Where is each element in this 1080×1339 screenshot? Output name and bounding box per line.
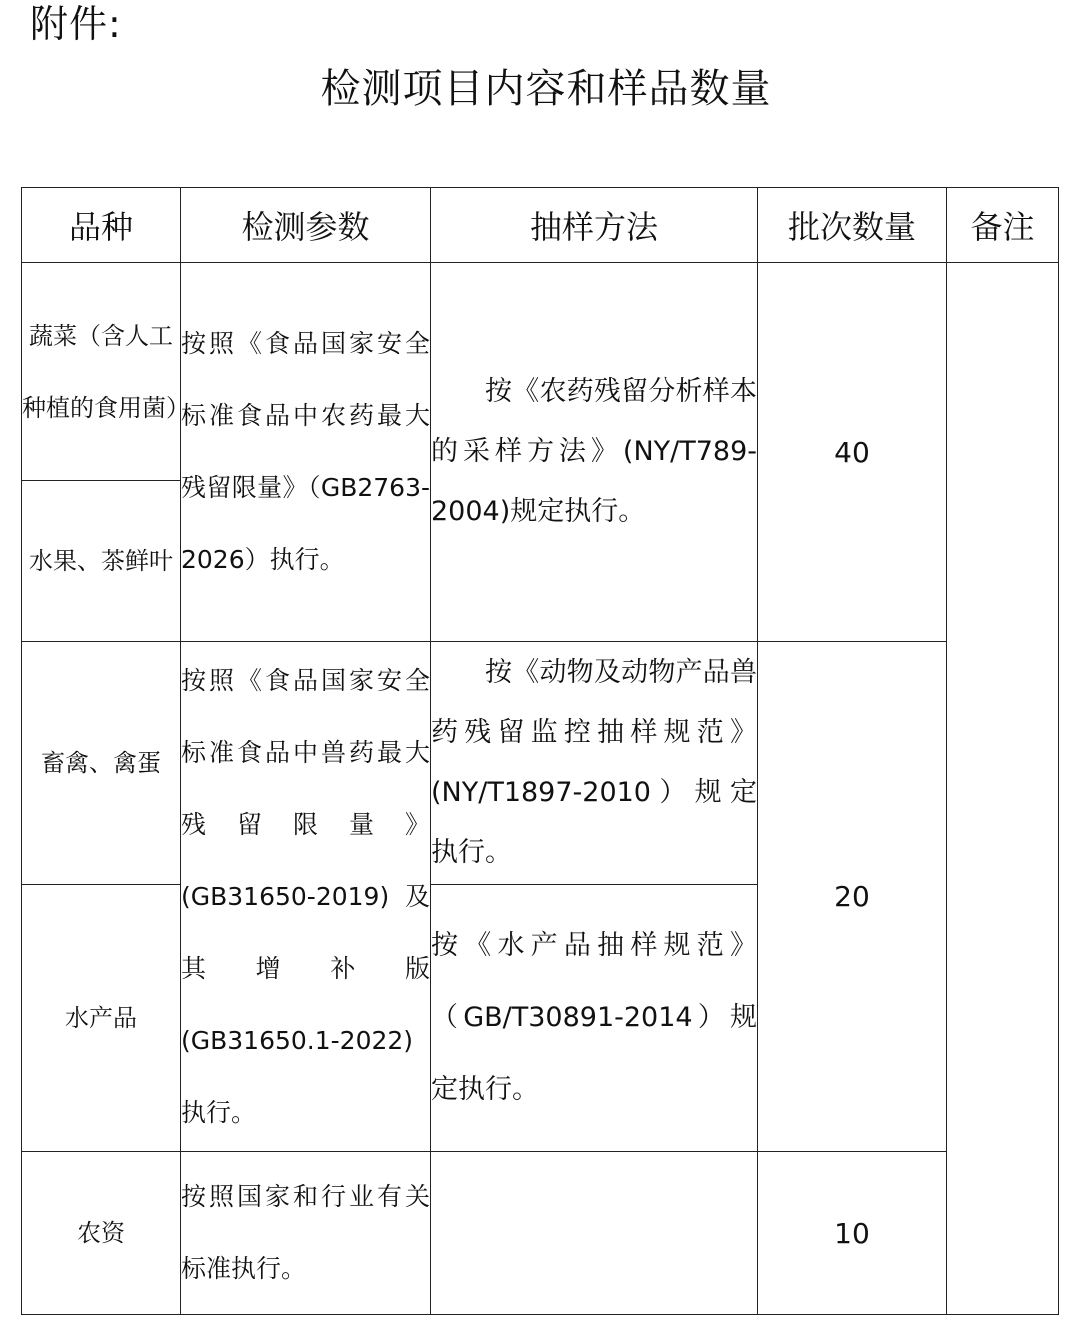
- inspection-table: [21, 187, 1059, 1315]
- count-plant: 40: [758, 263, 947, 642]
- header-variety: 品种: [22, 188, 181, 263]
- table-row: [22, 642, 1059, 885]
- method-plant: [431, 263, 758, 642]
- param-agri: 按照国家和行业有关标准执行。: [181, 1152, 431, 1315]
- attachment-label: 附件:: [30, 2, 122, 46]
- header-sampling-method: 抽样方法: [431, 188, 758, 263]
- table-header-row: [22, 188, 1059, 263]
- variety-fruit-tea: 水果、茶鲜叶: [22, 481, 181, 642]
- count-animal: 20: [758, 642, 947, 1152]
- header-parameters: 检测参数: [181, 188, 431, 263]
- param-plant: 按照《食品国家安全标准食品中农药最大残留限量》（GB2763-2026）执行。: [181, 263, 431, 642]
- param-animal: 按照《食品国家安全标准食品中兽药最大残留限量》(GB31650-2019) 及其增补版(GB31650.1-2022)执行。: [181, 642, 431, 1152]
- method-livestock-text: 按《动物及动物产品兽药残留监控抽样规范》(NY/T1897-2010）规定执行。: [431, 657, 757, 868]
- method-agri: [431, 1152, 758, 1315]
- variety-livestock: 畜禽、禽蛋: [22, 642, 181, 885]
- method-livestock: [431, 642, 758, 885]
- variety-vegetables: 蔬菜（含人工种植的食用菌）: [22, 263, 181, 481]
- table-row: [22, 263, 1059, 481]
- document-title: 检测项目内容和样品数量: [320, 66, 772, 112]
- header-remarks: 备注: [947, 188, 1059, 263]
- method-aquatic: 按《水产品抽样规范》（GB/T30891-2014）规定执行。: [431, 885, 758, 1152]
- method-plant-text: 按《农药残留分析样本的采样方法》(NY/T789-2004)规定执行。: [431, 376, 757, 527]
- header-batch-count: 批次数量: [758, 188, 947, 263]
- variety-agri-inputs: 农资: [22, 1152, 181, 1315]
- variety-aquatic: 水产品: [22, 885, 181, 1152]
- table-row: [22, 1152, 1059, 1315]
- remarks-cell: [947, 263, 1059, 1315]
- count-agri: 10: [758, 1152, 947, 1315]
